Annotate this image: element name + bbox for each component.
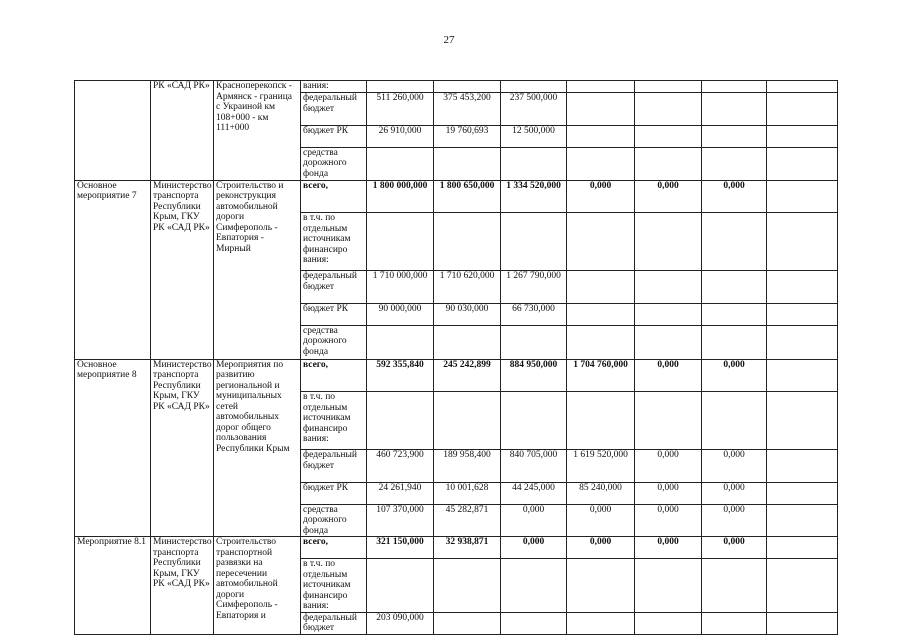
object-cell: Красноперекопск - Армянск - граница с Украиной км 108+000 - км 111+000: [214, 81, 301, 181]
amount-cell: [702, 93, 767, 126]
amount-cell: 189 958,400: [434, 450, 501, 483]
amount-cell: [635, 93, 702, 126]
event-cell: Мероприятие 8.1: [75, 537, 151, 635]
executor-cell: Министерство транспорта Республики Крым, ГКУ РК «САД РК»: [151, 359, 214, 537]
amount-cell: [567, 325, 635, 359]
amount-cell: 1 619 520,000: [567, 450, 635, 483]
amount-cell: 26 910,000: [367, 125, 434, 147]
table-row: [75, 180, 838, 213]
amount-cell: [567, 93, 635, 126]
amount-cell: [367, 325, 434, 359]
amount-cell: 0,000: [635, 504, 702, 537]
amount-cell: 0,000: [702, 504, 767, 537]
source-cell: федеральный бюджет: [301, 93, 367, 126]
amount-cell: [767, 180, 838, 213]
amount-cell: 1 334 520,000: [501, 180, 567, 213]
source-cell: средства дорожного фонда: [301, 147, 367, 180]
amount-cell: [501, 612, 567, 634]
amount-cell: [702, 213, 767, 271]
amount-cell: [635, 559, 702, 613]
amount-cell: [635, 81, 702, 93]
amount-cell: [635, 213, 702, 271]
amount-cell: 0,000: [501, 537, 567, 559]
amount-cell: [635, 392, 702, 450]
source-cell: всего,: [301, 359, 367, 392]
object-cell: Мероприятия по развитию региональной и муниципальных сетей автомобильных дорог общего пользования Республики Крым: [214, 359, 301, 537]
amount-cell: [567, 213, 635, 271]
source-cell: средства дорожного фонда: [301, 325, 367, 359]
amount-cell: 12 500,000: [501, 125, 567, 147]
amount-cell: [501, 81, 567, 93]
amount-cell: [702, 303, 767, 325]
amount-cell: [702, 125, 767, 147]
amount-cell: 0,000: [501, 504, 567, 537]
amount-cell: 0,000: [702, 482, 767, 504]
amount-cell: [434, 325, 501, 359]
amount-cell: [567, 559, 635, 613]
amount-cell: [767, 359, 838, 392]
amount-cell: [767, 392, 838, 450]
table-row: [75, 81, 838, 93]
amount-cell: [767, 450, 838, 483]
amount-cell: [767, 559, 838, 613]
amount-cell: [767, 81, 838, 93]
amount-cell: 85 240,000: [567, 482, 635, 504]
source-cell: федеральный бюджет: [301, 612, 367, 634]
event-cell: Основное мероприятие 7: [75, 180, 151, 359]
amount-cell: [635, 147, 702, 180]
amount-cell: [767, 504, 838, 537]
amount-cell: [702, 325, 767, 359]
amount-cell: 0,000: [635, 359, 702, 392]
amount-cell: 0,000: [635, 482, 702, 504]
amount-cell: [702, 271, 767, 304]
amount-cell: [702, 559, 767, 613]
amount-cell: [702, 392, 767, 450]
amount-cell: 245 242,899: [434, 359, 501, 392]
amount-cell: [367, 559, 434, 613]
amount-cell: [767, 482, 838, 504]
amount-cell: 884 950,000: [501, 359, 567, 392]
source-cell: всего,: [301, 537, 367, 559]
amount-cell: 0,000: [702, 537, 767, 559]
amount-cell: [767, 537, 838, 559]
table-body: [75, 81, 838, 635]
funding-table: [74, 80, 838, 635]
amount-cell: [501, 147, 567, 180]
amount-cell: [567, 147, 635, 180]
source-cell: федеральный бюджет: [301, 450, 367, 483]
amount-cell: 592 355,840: [367, 359, 434, 392]
amount-cell: [367, 392, 434, 450]
amount-cell: [434, 81, 501, 93]
amount-cell: [767, 325, 838, 359]
amount-cell: [767, 93, 838, 126]
source-cell: всего,: [301, 180, 367, 213]
amount-cell: [767, 125, 838, 147]
amount-cell: 0,000: [635, 450, 702, 483]
table-row: [75, 537, 838, 559]
event-cell: [75, 81, 151, 181]
amount-cell: 0,000: [567, 180, 635, 213]
source-cell: бюджет РК: [301, 482, 367, 504]
amount-cell: [434, 612, 501, 634]
amount-cell: 1 267 790,000: [501, 271, 567, 304]
table-row: [75, 359, 838, 392]
amount-cell: 203 090,000: [367, 612, 434, 634]
amount-cell: 1 710 620,000: [434, 271, 501, 304]
amount-cell: [702, 147, 767, 180]
amount-cell: [434, 213, 501, 271]
source-cell: бюджет РК: [301, 125, 367, 147]
amount-cell: 32 938,871: [434, 537, 501, 559]
amount-cell: [367, 213, 434, 271]
source-cell: в т.ч. по отдельным источникам финансиро вания:: [301, 392, 367, 450]
amount-cell: 107 370,000: [367, 504, 434, 537]
amount-cell: 0,000: [702, 359, 767, 392]
amount-cell: [635, 125, 702, 147]
page-number: 27: [443, 34, 455, 46]
amount-cell: [635, 325, 702, 359]
source-cell: вания:: [301, 81, 367, 93]
source-cell: в т.ч. по отдельным источникам финансиро вания:: [301, 213, 367, 271]
amount-cell: [501, 213, 567, 271]
amount-cell: 237 500,000: [501, 93, 567, 126]
source-cell: федеральный бюджет: [301, 271, 367, 304]
amount-cell: [767, 147, 838, 180]
event-cell: Основное мероприятие 8: [75, 359, 151, 537]
executor-cell: Министерство транспорта Республики Крым, ГКУ РК «САД РК»: [151, 537, 214, 635]
amount-cell: [501, 325, 567, 359]
amount-cell: 10 001,628: [434, 482, 501, 504]
amount-cell: [367, 81, 434, 93]
amount-cell: 66 730,000: [501, 303, 567, 325]
amount-cell: 460 723,900: [367, 450, 434, 483]
amount-cell: [767, 303, 838, 325]
amount-cell: [567, 125, 635, 147]
amount-cell: [635, 612, 702, 634]
amount-cell: [567, 612, 635, 634]
amount-cell: [434, 392, 501, 450]
source-cell: в т.ч. по отдельным источникам финансиро вания:: [301, 559, 367, 613]
amount-cell: [501, 559, 567, 613]
amount-cell: [635, 303, 702, 325]
amount-cell: [567, 392, 635, 450]
amount-cell: 1 704 760,000: [567, 359, 635, 392]
amount-cell: [567, 271, 635, 304]
amount-cell: [567, 303, 635, 325]
amount-cell: 0,000: [567, 537, 635, 559]
executor-cell: РК «САД РК»: [151, 81, 214, 181]
amount-cell: 321 150,000: [367, 537, 434, 559]
amount-cell: [767, 271, 838, 304]
amount-cell: [702, 81, 767, 93]
object-cell: Строительство и реконструкция автомобильной дороги Симферополь - Евпатория - Мирный: [214, 180, 301, 359]
amount-cell: 0,000: [635, 537, 702, 559]
amount-cell: 19 760,693: [434, 125, 501, 147]
amount-cell: 90 030,000: [434, 303, 501, 325]
amount-cell: [635, 271, 702, 304]
source-cell: бюджет РК: [301, 303, 367, 325]
amount-cell: [567, 81, 635, 93]
amount-cell: 0,000: [702, 180, 767, 213]
amount-cell: 24 261,940: [367, 482, 434, 504]
amount-cell: 44 245,000: [501, 482, 567, 504]
source-cell: средства дорожного фонда: [301, 504, 367, 537]
amount-cell: [767, 612, 838, 634]
amount-cell: 511 260,000: [367, 93, 434, 126]
amount-cell: [434, 147, 501, 180]
amount-cell: 0,000: [635, 180, 702, 213]
amount-cell: [434, 559, 501, 613]
amount-cell: 90 000,000: [367, 303, 434, 325]
amount-cell: 0,000: [567, 504, 635, 537]
amount-cell: [501, 392, 567, 450]
amount-cell: 375 453,200: [434, 93, 501, 126]
executor-cell: Министерство транспорта Республики Крым, ГКУ РК «САД РК»: [151, 180, 214, 359]
amount-cell: [367, 147, 434, 180]
amount-cell: 1 800 000,000: [367, 180, 434, 213]
amount-cell: 45 282,871: [434, 504, 501, 537]
amount-cell: 840 705,000: [501, 450, 567, 483]
object-cell: Строительство транспортной развязки на пересечении автомобильной дороги Симферополь - Евпатория и: [214, 537, 301, 635]
amount-cell: 1 710 000,000: [367, 271, 434, 304]
amount-cell: 0,000: [702, 450, 767, 483]
amount-cell: [767, 213, 838, 271]
amount-cell: 1 800 650,000: [434, 180, 501, 213]
amount-cell: [702, 612, 767, 634]
